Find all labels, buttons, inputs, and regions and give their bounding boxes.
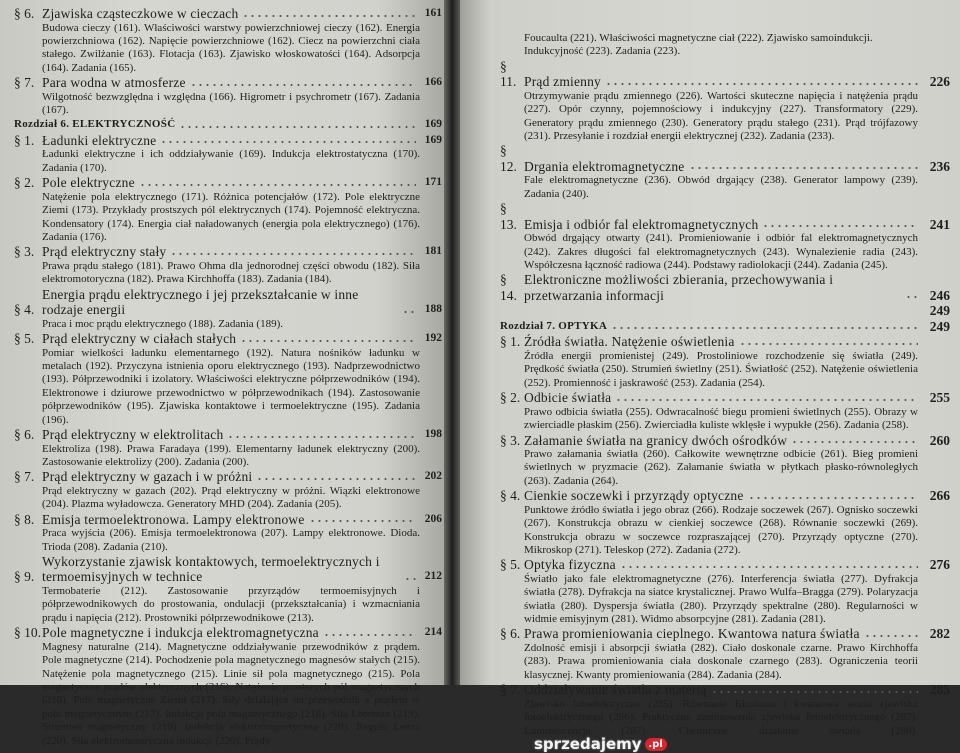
page-number: 282 — [929, 626, 950, 642]
dot-leader — [611, 326, 918, 330]
toc-entry — [14, 469, 442, 511]
page-number: 171 — [424, 176, 442, 189]
section-number: § 6. — [14, 427, 35, 443]
section-number: § 9. — [14, 569, 35, 585]
section-number: § 10. — [14, 625, 41, 641]
toc-entry-row — [500, 488, 950, 504]
toc-entry — [500, 626, 950, 682]
toc-entry-row — [500, 272, 950, 303]
page-number: 241 — [929, 216, 950, 232]
section-description: Magnesy naturalne (214). Magnetyczne oddziaływanie przewodników z prądem. Pole magnetyczne (214). Pochodzenie pola magnetycznego magnesów stałych (215). Natężenie pola magnetycznego (215). Linie sił pola magnetycznego (215). Pola magnetyczne prądów elektrycznych (216). Natężenie prostszych pól magnetycznych (216). Pole magnetyczne Ziemi (217). Siły działające na przewodnik z prądem w polu magnetycznym (217). Indukcja pola magnetycznego (218). Siła Lorentza (219). Strumień magnetyczny (219). Indukcja elektromagnetyczna (220). Reguła Lenza (220). Siła elektromotoryczna indukcji (220). Prądy — [42, 640, 420, 747]
dot-leader — [139, 183, 416, 187]
dot-leader — [605, 82, 918, 86]
section-title: Emisja i odbiór fal elektromagnetycznych — [524, 216, 759, 232]
toc-entry — [14, 554, 442, 625]
section-number: § 5. — [14, 331, 35, 347]
page-number: 206 — [424, 512, 442, 525]
toc-entry-row — [500, 390, 950, 406]
section-description-block — [42, 641, 420, 748]
section-number: § 1. — [14, 132, 35, 148]
section-title: Prąd zmienny — [524, 74, 602, 90]
toc-entry-row — [500, 433, 950, 449]
toc-entry-row — [14, 469, 442, 485]
section-description-block — [524, 642, 918, 682]
section-title: Prawa promieniowania cieplnego. Kwantowa natura światła — [524, 626, 860, 642]
page-number: 236 — [929, 158, 950, 174]
section-description: Pomiar wielkości ładunku elementarnego (192). Natura nośników ładunku w metalach (192). Przyczyna istnienia oporu elektrycznego (193). Nadprzewodnictwo (193). Półprzewodniki i izolatory. Właściwości elektryczne półprzewodników (194). Elektronowe i dziurowe przewodnictwo w półprzewodnikach (194). Zastosowanie półprzewodników (195). Zjawiska kontaktowe i termoelektryczne (195). Zadania (196). — [42, 346, 420, 426]
section-description-block — [524, 174, 918, 201]
dot-leader — [620, 565, 918, 569]
section-number: § 6. — [14, 6, 35, 21]
dot-leader — [615, 398, 918, 402]
dot-leader — [905, 295, 918, 299]
section-number: § 3. — [500, 432, 521, 448]
toc-entry-row — [14, 6, 442, 22]
section-title: Wykorzystanie zjawisk kontaktowych, termoelektrycznych i termoemisyjnych w technice — [42, 553, 380, 585]
section-title: Para wodna w atmosferze — [42, 75, 186, 91]
section-description-block — [42, 485, 420, 512]
section-description: Światło jako fale elektromagnetyczne (276). Interferencja światła (277). Dyfrakcja światła (278). Dyfrakcja na siatce krystalicznej. Prawo Wulfa–Bragga (279). Polaryzacja światła (280). Dyspersja światła (280). Przyrządy spektralne (280). Regularności w widmie emisyjnym (281). Widmo absorpcyjne (281). Zadania (281). — [524, 572, 918, 626]
section-title: Prąd elektryczny stały — [42, 244, 167, 260]
page-number: 169 — [424, 133, 442, 146]
section-title: Odbicie światła — [524, 390, 612, 406]
book-gutter — [444, 0, 460, 685]
toc-entry — [14, 244, 442, 286]
page-number: 192 — [424, 332, 442, 345]
section-description: Termobaterie (212). Zastosowanie przyrządów termoemisyjnych i półprzewodnikowych do prostowania, ondulacji (przekształcania) i wzmacniania prądu i napięcia (212). Prostowniki półprzewodnikowe (213). — [42, 584, 420, 624]
toc-entry — [500, 433, 950, 489]
page-number: 169 — [424, 118, 442, 131]
section-number: § 12. — [500, 143, 517, 174]
left-page — [0, 0, 444, 747]
toc-entry — [500, 557, 950, 626]
section-number: § 4. — [14, 302, 35, 318]
section-description-block — [524, 232, 918, 272]
dot-leader — [402, 310, 416, 314]
dot-leader — [227, 435, 416, 439]
dot-leader — [160, 140, 416, 144]
page-number: 260 — [929, 432, 950, 448]
section-description: Wilgotność bezwzględna i względna (166). Higrometr i psychrometr (167). Zadania (167). — [42, 90, 420, 117]
dot-leader — [256, 477, 416, 481]
page-number: 266 — [929, 488, 950, 504]
section-description: Elektroliza (198). Prawa Faradaya (199). Elementarny ładunek elektryczny (200). Zastosowanie elektrolizy (200). Zadania (200). — [42, 442, 420, 468]
section-number: § 2. — [14, 175, 35, 191]
section-description: Ładunki elektryczne i ich oddziaływanie (169). Indukcja elektrostatyczna (170). Zadania (170). — [42, 148, 420, 174]
toc-entry — [500, 488, 950, 557]
chapter-heading — [500, 319, 950, 335]
section-description: Źródła energii promienistej (249). Prostoliniowe rozchodzenie się światła (249). Prędkość światła (250). Strumień świetlny (251). Światłość (252). Natężenie oświetlenia (252). Promienność i jaskrawość (253). Zadania (254). — [524, 349, 918, 389]
section-description: Praca wyjścia (206). Emisja termoelektronowa (207). Lampy elektronowe. Dioda. Trioda (208). Zadania (210). — [42, 527, 420, 553]
dot-leader — [242, 14, 416, 18]
page-number: 255 — [929, 390, 950, 406]
section-description: Prawa prądu stałego (181). Prawo Ohma dla jednorodnej części obwodu (182). Siła elektromotoryczna (182). Prawa Kirchhoffa (183). Zadania (184). — [42, 259, 420, 286]
page-number: 188 — [424, 303, 442, 316]
section-number: § 2. — [500, 390, 521, 406]
section-description-block — [524, 406, 918, 433]
dot-leader — [404, 577, 416, 581]
toc-entry-row — [14, 133, 442, 149]
section-description: Fale elektromagnetyczne (236). Obwód drgający (238). Generator lampowy (239). Zadania (240). — [524, 174, 918, 200]
toc-entry — [500, 143, 950, 201]
section-description: Natężenie pola elektrycznego (171). Różnica potencjałów (172). Pole elektryczne Ziemi (173). Przykłady prostszych pól elektrycznych (174). Pojemność elektryczna. Kondensatory (174). Energia ciał naładowanych (energia pola elektrycznego) (176). Zadania (176). — [42, 190, 420, 243]
toc-entry — [500, 682, 950, 751]
section-description: Praca i moc prądu elektrycznego (188). Zadania (189). — [42, 317, 283, 330]
section-description-block — [42, 585, 420, 625]
section-title: Energia prądu elektrycznego i jej przekształcanie w inne rodzaje energii — [42, 286, 359, 318]
toc-entry-row — [14, 331, 442, 347]
toc-entry-row — [500, 319, 950, 335]
section-description-block — [42, 527, 420, 554]
section-description-block — [524, 448, 918, 488]
section-description-block — [42, 347, 420, 427]
toc-entry — [500, 59, 950, 144]
page-number: 246 — [929, 287, 950, 303]
section-description-block — [42, 22, 420, 76]
continuation-text: Foucaulta (221). Właściwości magnetyczne ciał (222). Zjawisko samoindukcji. Indukcyjność (223). Zadania (223). — [524, 32, 873, 58]
toc-entry — [14, 427, 442, 469]
page-number: 212 — [424, 570, 442, 583]
section-number: § 13. — [500, 201, 517, 232]
section-number: § 8. — [14, 511, 35, 527]
dot-leader — [179, 125, 416, 129]
toc-entry — [500, 201, 950, 272]
toc-entry-row — [14, 554, 442, 585]
section-description-block — [524, 350, 918, 390]
section-title: Zjawiska cząsteczkowe w cieczach — [42, 6, 239, 21]
page-number: 249 — [929, 303, 950, 319]
toc-entry-row — [500, 557, 950, 573]
section-title: Prąd elektryczny w gazach i w próżni — [42, 469, 253, 485]
toc-entry — [14, 512, 442, 554]
toc-entry — [14, 133, 442, 175]
toc-entry-row — [14, 512, 442, 528]
toc-entry-row — [500, 59, 950, 90]
section-title: Optyka fizyczna — [524, 557, 616, 573]
toc-entry — [14, 175, 442, 244]
toc-entry-row — [14, 287, 442, 318]
dot-leader — [309, 519, 416, 523]
dot-leader — [689, 166, 918, 170]
section-title: Prąd elektryczny w ciałach stałych — [42, 331, 237, 347]
toc-entry-row — [14, 625, 442, 641]
section-description-block — [42, 191, 420, 245]
toc-entry-row — [500, 143, 950, 174]
section-number: § 7. — [14, 469, 35, 485]
page-number: 226 — [929, 74, 950, 90]
toc-entry — [14, 75, 442, 117]
toc-entry — [500, 272, 950, 303]
section-description-block — [42, 318, 420, 331]
section-description: Prawo załamania światła (260). Całkowite wewnętrzne odbicie (261). Bieg promieni świetlnych w pryzmacie (262). Załamanie światła w płytkach płasko-równoległych (263). Zadania (264). — [524, 448, 918, 487]
page-number: 249 — [929, 318, 950, 334]
toc-entry-row — [500, 626, 950, 642]
section-number: § 4. — [500, 488, 521, 504]
section-title: Rozdział 6. ELEKTRYCZNOŚĆ — [14, 118, 176, 131]
section-title: Pole magnetyczne i indukcja elektromagnetyczna — [42, 625, 319, 641]
toc-entry-row — [14, 175, 442, 191]
section-description-block — [42, 443, 420, 470]
watermark-text: sprzedajemy — [534, 734, 642, 753]
page-number: 276 — [929, 557, 950, 573]
page-number: 214 — [424, 626, 442, 639]
section-description: Prąd elektryczny w gazach (202). Prąd elektryczny w próżni. Wiązki elektronowe (204). Plazma wyładowcza. Generatory MHD (204). Zadania (205). — [42, 484, 420, 511]
section-description-block — [524, 90, 918, 144]
page-number: 181 — [424, 245, 442, 258]
section-description: Budowa cieczy (161). Właściwości warstwy powierzchniowej cieczy (162). Energia powierzchniowa (162). Napięcie powierzchniowe (162). Ciecz na powierzchni ciała stałego. Zwilżanie (163). Flotacja (163). Zjawisko włoskowatości (164). Adsorpcja (164). Zadania (165). — [42, 21, 420, 74]
dot-leader — [170, 252, 416, 256]
section-description-block — [524, 573, 918, 627]
section-number: § 14. — [500, 272, 517, 303]
section-description: Obwód drgający otwarty (241). Promieniowanie i odbiór fal elektromagnetycznych (242). Zakres długości fal elektromagnetycznych (243). Wynalezienie radia (243). Współczesna łączność radiowa (244). Podstawy radiolokacji (244). Zadania (245). — [524, 232, 918, 272]
section-description: Prawo odbicia światła (255). Odwracalność biegu promieni świetlnych (255). Obrazy w zwierciadle płaskim (256). Zwierciadła kuliste wklęsłe i wypukłe (256). Zadania (258). — [524, 405, 918, 432]
section-title: Emisja termoelektronowa. Lampy elektronowe — [42, 511, 305, 527]
toc-entry — [500, 390, 950, 432]
dot-leader — [190, 83, 416, 87]
dot-leader — [323, 633, 416, 637]
section-description: Punktowe źródło światła i jego obraz (266). Rodzaje soczewek (267). Ognisko soczewki (267). Konstrukcja obrazu w cienkiej soczewce (268). Równanie soczewki (269). Konstrukcja obrazu w soczewce rozpraszającej (270). Przyrządy optyczne (270). Mikroskop (271). Teleskop (272). Zadania (272). — [524, 503, 918, 556]
section-number: § 6. — [500, 626, 521, 642]
section-description: Zdolność emisji i absorpcji światła (282). Ciało doskonale czarne. Prawo Kirchhoffa (283). Prawa promieniowania ciała doskonale czarnego (283). Ograniczenia teorii klasycznej. Kwanty promieniowania (284). Zadania (284). — [524, 641, 918, 681]
section-title: Ładunki elektryczne — [42, 132, 157, 148]
section-title: Rozdział 7. OPTYKA — [500, 319, 608, 332]
watermark-logo — [534, 734, 667, 753]
section-number: § 7. — [500, 682, 521, 698]
section-number: § 5. — [500, 557, 521, 573]
toc-entry-row — [14, 75, 442, 91]
toc-entry — [14, 6, 442, 75]
section-description-block — [42, 91, 420, 118]
section-number: § 1. — [500, 334, 521, 350]
section-title: Drgania elektromagnetyczne — [524, 158, 685, 174]
section-title: Oddziaływanie światła z materią — [524, 682, 707, 698]
dot-leader — [864, 634, 918, 638]
dot-leader — [791, 440, 918, 444]
dot-leader — [762, 224, 918, 228]
dot-leader — [711, 690, 918, 694]
section-title: Cienkie soczewki i przyrządy optyczne — [524, 488, 744, 504]
toc-entry-row — [14, 244, 442, 260]
toc-entry — [14, 331, 442, 427]
page-number: 202 — [424, 470, 442, 483]
page-number: 198 — [424, 428, 442, 441]
section-description: Otrzymywanie prądu zmiennego (226). Wartości skuteczne napięcia i natężenia prądu (227). Opór czynny, pojemnościowy i indukcyjny (227). Transformatory (229). Generatory prądu zmiennego (230). Generatory prądu stałego (231). Prąd trójfazowy (231). Przesyłanie i rozdział energii elektrycznej (232). Zadania (233). — [524, 89, 918, 143]
section-description-block — [524, 698, 918, 752]
section-description-block — [42, 260, 420, 287]
toc-entry — [14, 287, 442, 331]
watermark-badge: .pl — [645, 738, 667, 751]
toc-entry — [500, 334, 950, 390]
dot-leader — [240, 339, 416, 343]
toc-entry — [14, 625, 442, 748]
dot-leader — [739, 342, 918, 346]
page-number: 285 — [929, 682, 950, 698]
right-page — [460, 0, 960, 753]
section-number: § 7. — [14, 75, 35, 91]
section-title: Źródła światła. Natężenie oświetlenia — [524, 334, 735, 350]
section-description: Zjawisko fotoelektryczne (285). Równanie Einsteina i kwantowa teoria zjawiska fotoelektrycznego (286). Praktyczne zastosowania zjawiska fotoelektrycznego (287). Luminescencja (287). Chemiczne działanie światła (288). — [524, 697, 918, 737]
toc-entry-row — [500, 334, 950, 350]
section-description-block — [524, 504, 918, 558]
page-number: 161 — [424, 7, 442, 19]
section-number: § 3. — [14, 244, 35, 260]
toc-entry-row — [500, 201, 950, 232]
toc-entry-row — [14, 117, 442, 133]
chapter-heading — [14, 117, 442, 133]
section-description-block — [42, 148, 420, 175]
page-number: 166 — [424, 76, 442, 89]
section-number: § 11. — [500, 58, 517, 90]
dot-leader — [748, 496, 918, 500]
toc-entry-row — [14, 427, 442, 443]
section-title: Załamanie światła na granicy dwóch ośrodków — [524, 432, 788, 448]
section-title: Pole elektryczne — [42, 175, 135, 191]
section-title: Elektroniczne możliwości zbierania, przechowywania i przetwarzania informacji — [524, 272, 834, 303]
section-title: Prąd elektryczny w elektrolitach — [42, 427, 224, 443]
